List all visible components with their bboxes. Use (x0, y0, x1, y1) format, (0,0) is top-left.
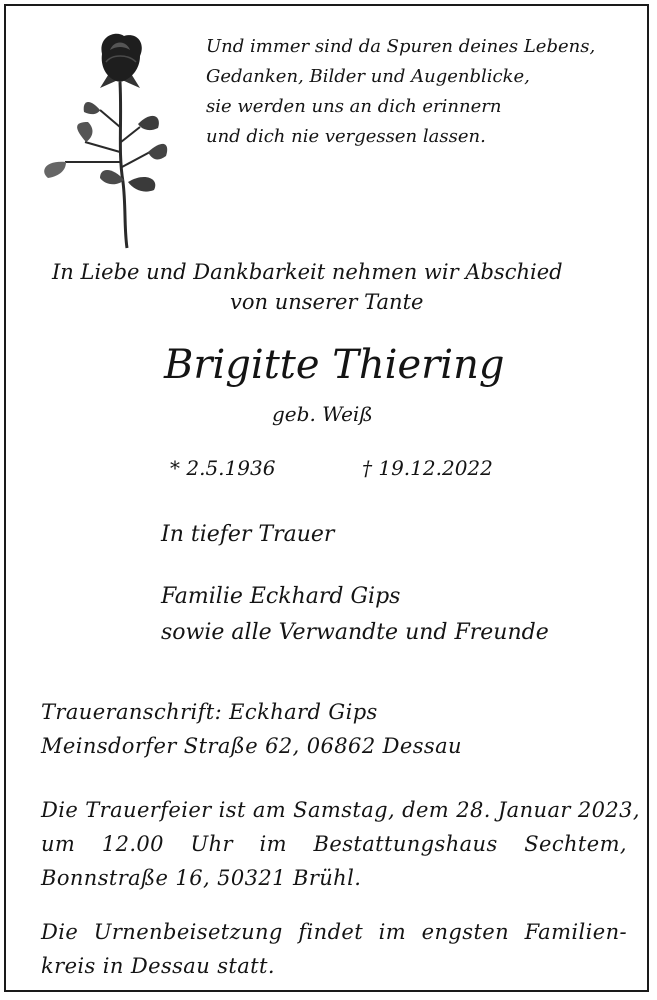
obituary-frame (4, 4, 649, 992)
burial-line-1: Die Urnenbeisetzung findet im engsten Familien- (41, 920, 627, 944)
ceremony-line-3: Bonnstraße 16, 50321 Brühl. (41, 866, 362, 890)
ceremony-line-2: um 12.00 Uhr im Bestattungshaus Sechtem, (41, 832, 627, 856)
address-line-2: Meinsdorfer Straße 62, 06862 Dessau (41, 734, 462, 758)
poem-line-2: Gedanken, Bilder und Augenblicke, (206, 66, 530, 87)
deceased-name: Brigitte Thiering (164, 342, 505, 388)
birth-date: * 2.5.1936 (170, 456, 276, 480)
intro-line-2: von unserer Tante (230, 290, 424, 314)
address-line-1: Traueranschrift: Eckhard Gips (41, 700, 378, 724)
rose-icon (40, 32, 170, 250)
ceremony-line-1: Die Trauerfeier ist am Samstag, dem 28. Januar 2023, (41, 798, 641, 822)
mourners-family: Familie Eckhard Gips (161, 584, 401, 609)
burial-line-2: kreis in Dessau statt. (41, 954, 275, 978)
maiden-name: geb. Weiß (272, 402, 373, 426)
poem-line-3: sie werden uns an dich erinnern (206, 96, 502, 117)
mourners-others: sowie alle Verwandte und Freunde (161, 620, 549, 645)
death-date: † 19.12.2022 (362, 456, 493, 480)
intro-line-1: In Liebe und Dankbarkeit nehmen wir Abschied (52, 260, 563, 284)
mourning-heading: In tiefer Trauer (161, 522, 335, 547)
poem-line-4: und dich nie vergessen lassen. (206, 126, 486, 147)
poem-line-1: Und immer sind da Spuren deines Lebens, (206, 36, 596, 57)
